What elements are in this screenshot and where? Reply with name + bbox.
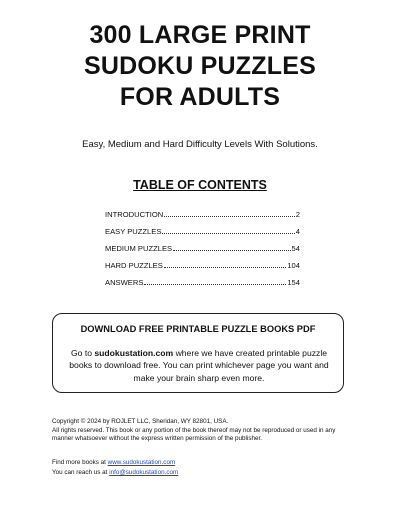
toc-label: INTRODUCTION: [105, 210, 164, 219]
toc-leader: [164, 261, 287, 268]
book-title: [0, 20, 400, 113]
toc-page: 4: [295, 227, 300, 236]
toc-label: MEDIUM PUZZLES: [105, 244, 173, 253]
rights-statement: All rights reserved. This book or any portion of the book thereof may not be reproduced or used in any manner whatsoever without the express written permission of the publisher.: [52, 426, 336, 443]
table-of-contents: [105, 210, 300, 295]
books-line: [52, 458, 352, 468]
site-link[interactable]: sudokustation.com: [94, 348, 174, 358]
download-text-before: Go to: [70, 348, 95, 358]
contact-links: [52, 458, 352, 478]
download-text-after: where we have created printable puzzle books to download free. You can print whichever page you want and make your brain sharp even more.: [69, 348, 329, 383]
contact-label: You can reach us at: [52, 469, 108, 476]
toc-row: [105, 227, 300, 244]
toc-leader: [173, 244, 290, 251]
title-line-2: SUDOKU PUZZLES: [84, 52, 316, 80]
download-heading: DOWNLOAD FREE PRINTABLE PUZZLE BOOKS PDF: [80, 324, 316, 334]
toc-row: [105, 278, 300, 295]
copyright-notice: [52, 418, 352, 444]
toc-page: 154: [287, 278, 300, 287]
toc-row: [105, 210, 300, 227]
subtitle: Easy, Medium and Hard Difficulty Levels With Solutions.: [82, 139, 318, 150]
toc-page: 104: [287, 261, 300, 270]
toc-label: ANSWERS: [105, 278, 144, 287]
books-link[interactable]: www.sudokustation.com: [107, 459, 176, 466]
toc-leader: [144, 278, 286, 285]
toc-heading: TABLE OF CONTENTS: [133, 178, 267, 192]
download-text: [61, 347, 337, 384]
books-label: Find more books at: [52, 459, 106, 466]
toc-page: 2: [295, 210, 300, 219]
title-line-1: 300 LARGE PRINT: [89, 21, 311, 49]
download-box: [52, 313, 344, 393]
title-line-3: FOR ADULTS: [119, 83, 281, 111]
toc-leader: [164, 210, 295, 217]
toc-leader: [162, 227, 294, 234]
email-link[interactable]: info@sudokustation.com: [109, 469, 179, 476]
copyright-line: Copyright © 2024 by ROJLET LLC, Sheridan, WY 82801, USA.: [52, 418, 229, 425]
contact-line: [52, 468, 352, 478]
toc-page: 54: [291, 244, 300, 253]
toc-row: [105, 244, 300, 261]
toc-label: HARD PUZZLES: [105, 261, 163, 270]
toc-row: [105, 261, 300, 278]
toc-label: EASY PUZZLES: [105, 227, 162, 236]
